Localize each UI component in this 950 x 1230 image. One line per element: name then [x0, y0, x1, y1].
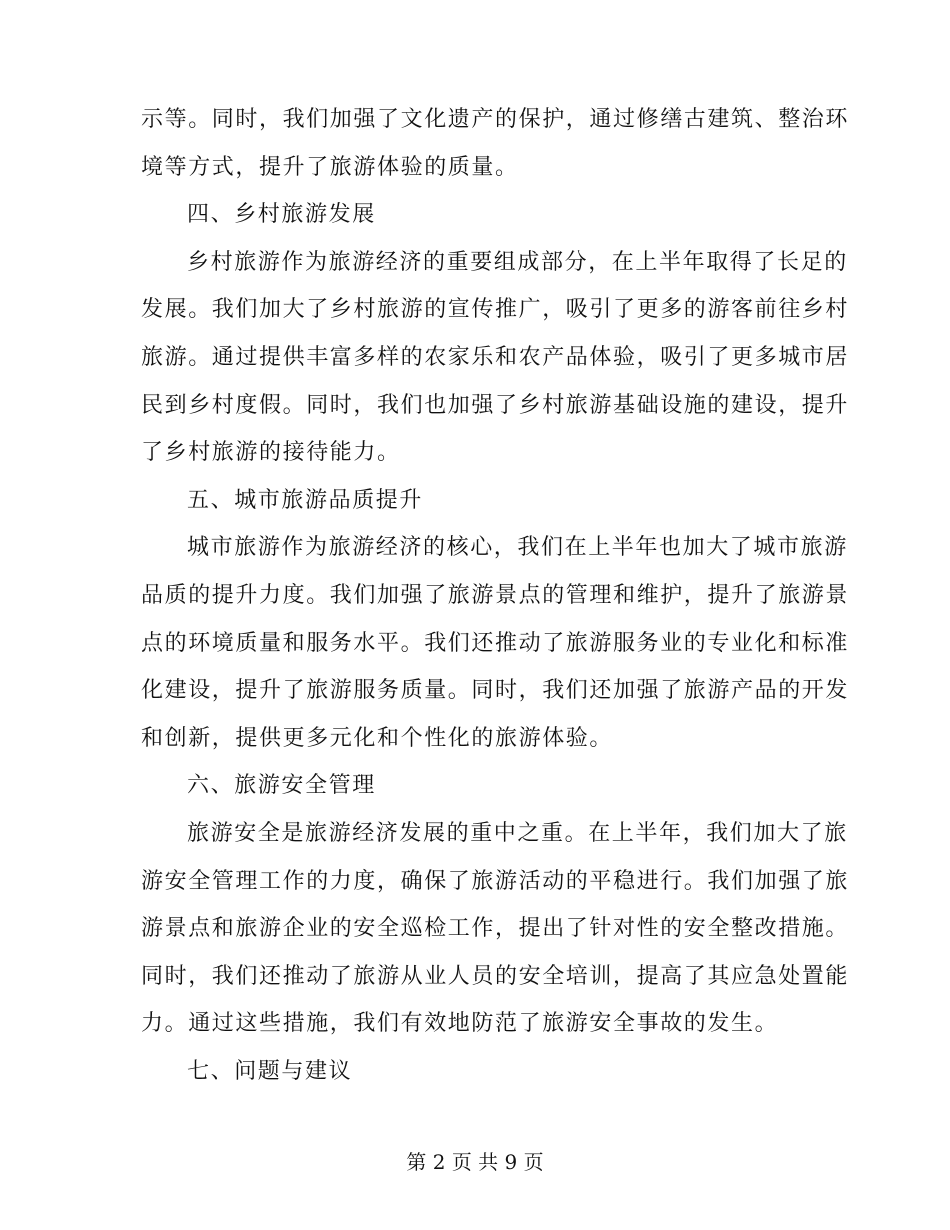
paragraph-line: 境等方式，提升了旅游体验的质量。 — [141, 154, 519, 180]
paragraph-line: 同时，我们还推动了旅游从业人员的安全培训，提高了其应急处置能 — [141, 963, 850, 989]
paragraph-line: 游景点和旅游企业的安全巡检工作，提出了针对性的安全整改措施。 — [141, 916, 850, 942]
section-heading: 五、城市旅游品质提升 — [187, 487, 424, 513]
paragraph-line: 城市旅游作为旅游经济的核心，我们在上半年也加大了城市旅游 — [187, 535, 848, 561]
paragraph-line: 了乡村旅游的接待能力。 — [141, 440, 401, 466]
paragraph-line: 民到乡村度假。同时，我们也加强了乡村旅游基础设施的建设，提升 — [141, 392, 850, 418]
section-heading: 六、旅游安全管理 — [187, 773, 376, 799]
paragraph-line: 和创新，提供更多元化和个性化的旅游体验。 — [141, 725, 614, 751]
section-heading: 七、问题与建议 — [187, 1058, 353, 1084]
document-body — [141, 96, 850, 1095]
paragraph-line: 游安全管理工作的力度，确保了旅游活动的平稳进行。我们加强了旅 — [141, 868, 850, 894]
section-heading: 四、乡村旅游发展 — [187, 202, 376, 228]
paragraph-line: 旅游安全是旅游经济发展的重中之重。在上半年，我们加大了旅 — [187, 820, 848, 846]
paragraph-line: 示等。同时，我们加强了文化遗产的保护，通过修缮古建筑、整治环 — [141, 107, 850, 132]
page-number-footer: 第 2 页 共 9 页 — [406, 1150, 544, 1174]
paragraph-line: 旅游。通过提供丰富多样的农家乐和农产品体验，吸引了更多城市居 — [141, 344, 850, 370]
paragraph-line: 乡村旅游作为旅游经济的重要组成部分，在上半年取得了长足的 — [187, 249, 848, 275]
paragraph-line: 化建设，提升了旅游服务质量。同时，我们还加强了旅游产品的开发 — [141, 678, 850, 704]
paragraph-line: 点的环境质量和服务水平。我们还推动了旅游服务业的专业化和标准 — [141, 630, 850, 656]
paragraph-line: 发展。我们加大了乡村旅游的宣传推广，吸引了更多的游客前往乡村 — [141, 297, 850, 323]
paragraph-line: 品质的提升力度。我们加强了旅游景点的管理和维护，提升了旅游景 — [141, 582, 850, 608]
paragraph-line: 力。通过这些措施，我们有效地防范了旅游安全事故的发生。 — [141, 1011, 779, 1037]
